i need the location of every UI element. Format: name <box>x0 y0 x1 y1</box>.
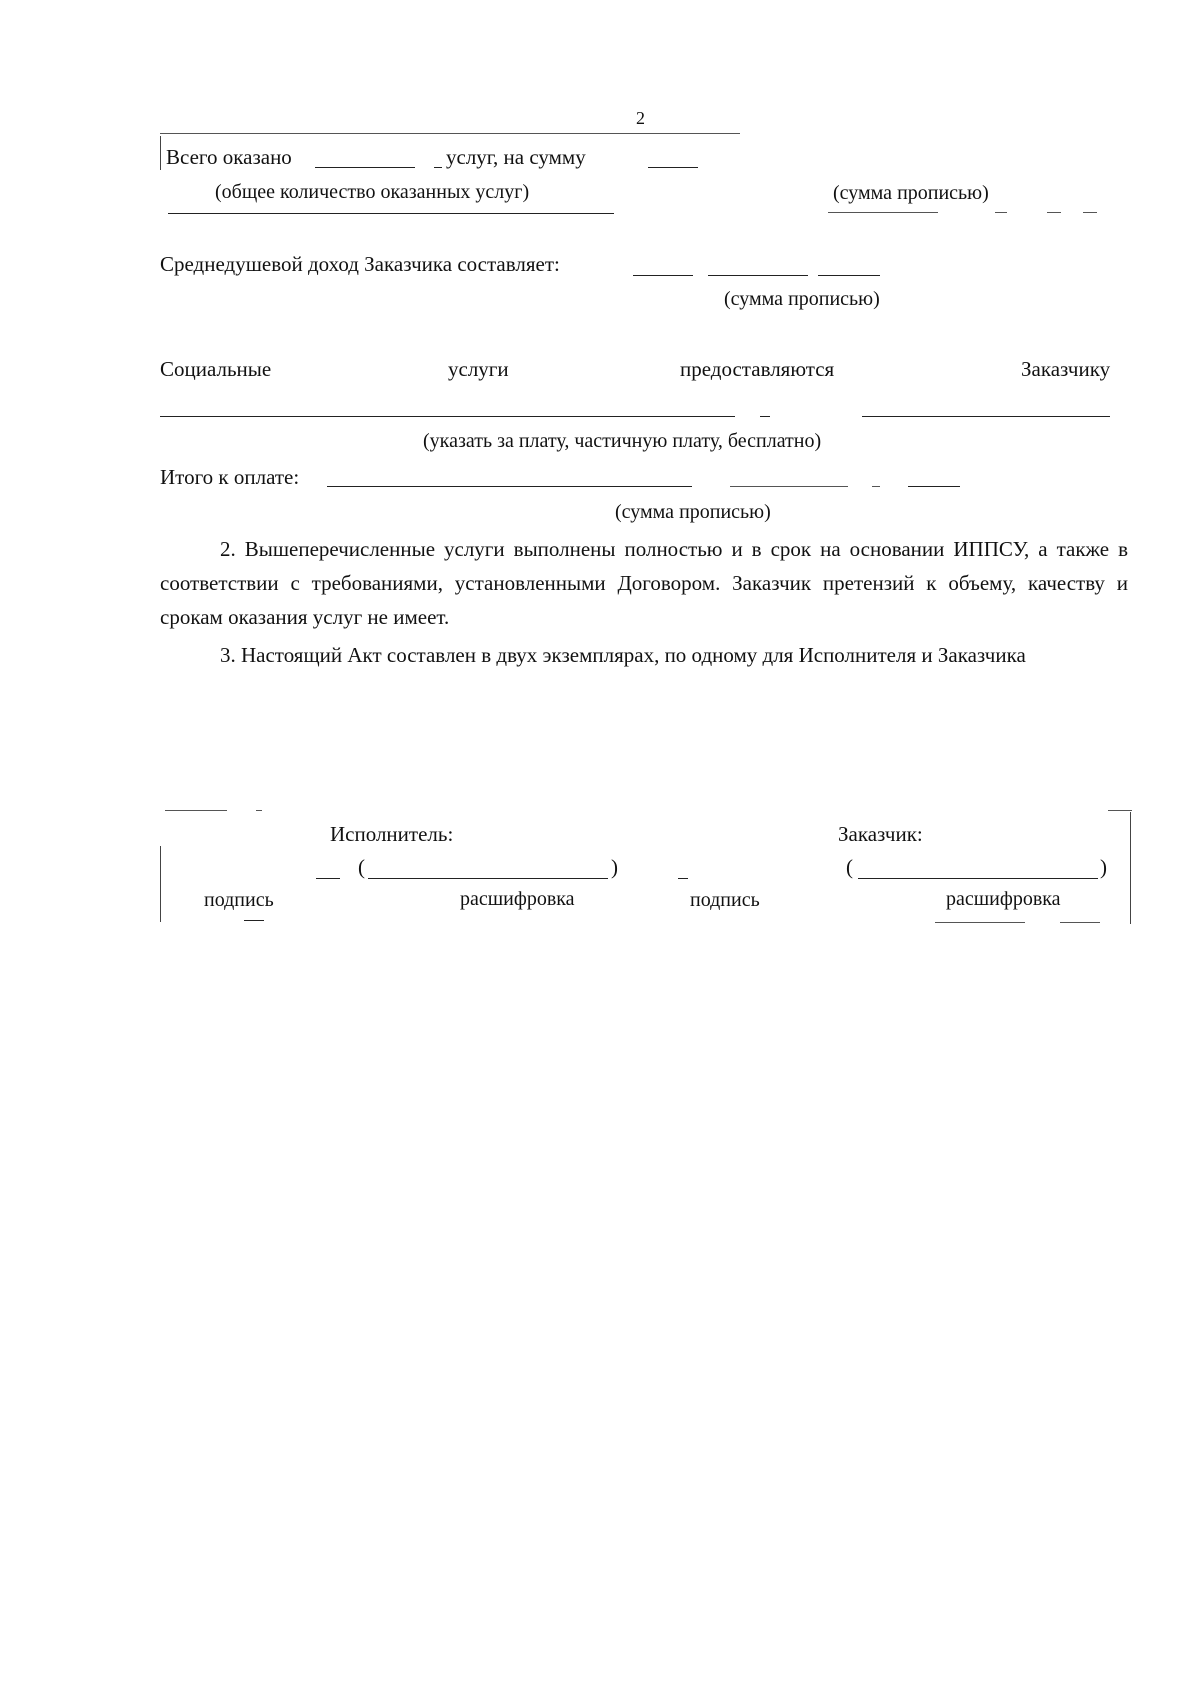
social-caption: (указать за плату, частичную плату, бесплатно) <box>423 430 822 452</box>
executor-decoding-blank <box>368 878 608 879</box>
page-number: 2 <box>636 108 645 128</box>
signatures-top-rule-tick <box>256 810 262 811</box>
payment-blank-4 <box>908 486 960 487</box>
header-left-border <box>160 136 161 170</box>
payment-label: Итого к оплате: <box>160 465 300 489</box>
income-blank <box>633 275 693 276</box>
services-sum-caption-rule-dash3 <box>1083 212 1097 213</box>
executor-decoding-caption: расшифровка <box>460 888 575 910</box>
payment-caption: (сумма прописью) <box>615 501 771 523</box>
services-sum-blank <box>648 167 698 168</box>
services-sum-caption-rule <box>828 212 938 213</box>
social-word-1: Социальные <box>160 357 272 381</box>
services-count-caption: (общее количество оказанных услуг) <box>215 181 530 203</box>
social-blank-2 <box>862 416 1110 417</box>
services-sum-caption-rule-dash2 <box>1047 212 1061 213</box>
services-sum-caption-rule-dash1 <box>995 212 1007 213</box>
executor-label: Исполнитель: <box>330 822 454 846</box>
signatures-right-border <box>1130 812 1131 924</box>
signatures-bottom-rule-right-2 <box>1060 922 1100 923</box>
customer-signature-caption: подпись <box>690 889 760 911</box>
header-rule <box>160 133 740 134</box>
payment-blank-2 <box>730 486 848 487</box>
signatures-bottom-dash-left <box>244 920 264 921</box>
income-blank-3 <box>818 275 880 276</box>
income-label: Среднедушевой доход Заказчика составляет: <box>160 252 560 276</box>
social-word-3: предоставляются <box>680 357 835 381</box>
services-total-label: Всего оказано <box>166 145 292 169</box>
customer-close-paren: ) <box>1100 855 1107 879</box>
clause-2: 2. Вышеперечисленные услуги выполнены полностью и в срок на основании ИППСУ, а также в соответствии с требованиями, установленными Договором. Заказчик претензий к объему, качеству и срокам оказания услуг не имеет. <box>160 537 1128 629</box>
signatures-top-rule-right <box>1108 810 1132 811</box>
clause-3: 3. Настоящий Акт составлен в двух экземплярах, по одному для Исполнителя и Заказчика <box>220 643 1026 667</box>
services-count-caption-rule <box>168 213 614 214</box>
payment-blank-3 <box>872 486 880 487</box>
signatures-left-border <box>160 846 161 922</box>
customer-open-paren: ( <box>846 855 853 879</box>
clauses-block <box>160 532 1128 672</box>
executor-close-paren: ) <box>611 855 618 879</box>
payment-blank <box>327 486 692 487</box>
income-blank-2 <box>708 275 808 276</box>
customer-signature-blank <box>678 878 688 879</box>
services-sum-caption: (сумма прописью) <box>833 182 989 204</box>
executor-open-paren: ( <box>358 855 365 879</box>
services-count-blank-tail <box>434 167 442 168</box>
social-word-4: Заказчику <box>1021 357 1111 381</box>
executor-signature-blank <box>316 878 340 879</box>
customer-decoding-caption: расшифровка <box>946 888 1061 910</box>
signatures-bottom-rule-right <box>935 922 1025 923</box>
social-blank <box>160 416 735 417</box>
income-caption: (сумма прописью) <box>724 288 880 310</box>
customer-label: Заказчик: <box>838 822 923 846</box>
social-blank-dash <box>760 416 770 417</box>
executor-signature-caption: подпись <box>204 889 274 911</box>
customer-decoding-blank <box>858 878 1098 879</box>
services-count-blank <box>315 167 415 168</box>
social-word-2: услуги <box>448 357 509 381</box>
signatures-top-rule-left <box>165 810 227 811</box>
services-suffix: услуг, на сумму <box>446 145 586 169</box>
